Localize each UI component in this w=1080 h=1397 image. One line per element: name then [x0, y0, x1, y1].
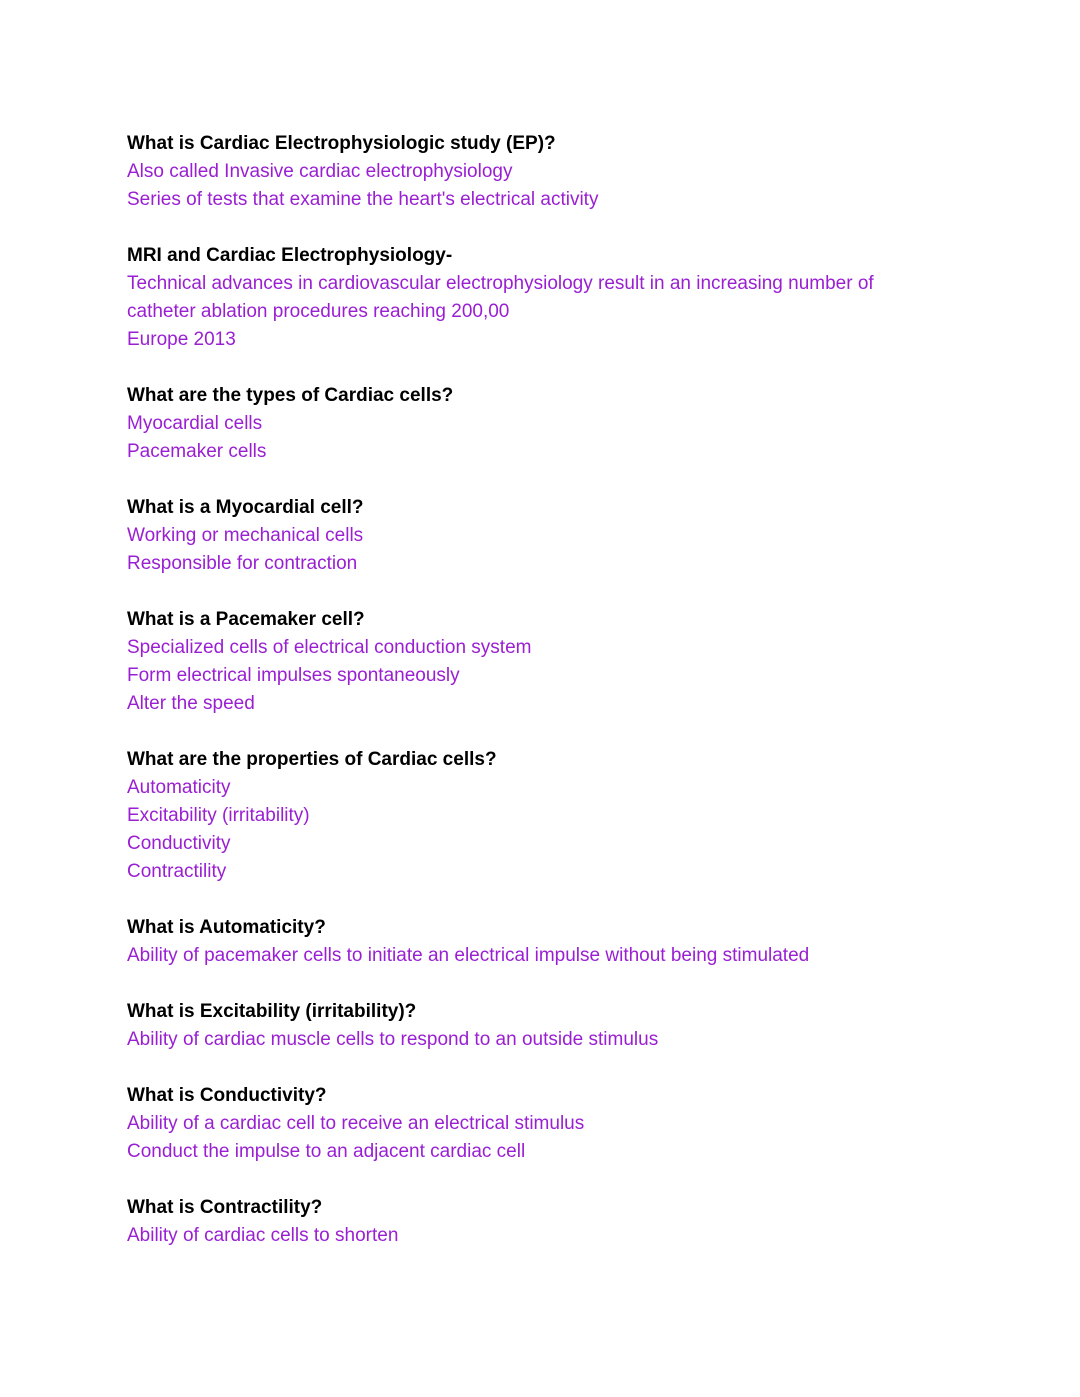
- answer-line: Responsible for contraction: [127, 553, 358, 574]
- qa-block: [127, 606, 940, 718]
- answer-line: Pacemaker cells: [127, 441, 267, 462]
- answer-line: Myocardial cells: [127, 413, 263, 434]
- answer-line: Europe 2013: [127, 329, 236, 350]
- qa-block: [127, 382, 940, 466]
- answer-line: Working or mechanical cells: [127, 525, 364, 546]
- question-text: MRI and Cardiac Electrophysiology-: [127, 245, 453, 266]
- qa-block: [127, 242, 940, 354]
- question-text: What is Contractility?: [127, 1197, 323, 1218]
- answer-line: Automaticity: [127, 777, 231, 798]
- answer-line: Ability of pacemaker cells to initiate an electrical impulse without being stimulated: [127, 945, 810, 966]
- qa-block: [127, 130, 940, 214]
- answer-line: Ability of cardiac muscle cells to respond to an outside stimulus: [127, 1029, 659, 1050]
- qa-block: [127, 1194, 940, 1250]
- qa-block: [127, 746, 940, 886]
- answer-line: Conduct the impulse to an adjacent cardiac cell: [127, 1141, 526, 1162]
- question-text: What is a Myocardial cell?: [127, 497, 364, 518]
- question-text: What is Cardiac Electrophysiologic study (EP)?: [127, 133, 556, 154]
- qa-block: [127, 1082, 940, 1166]
- qa-block: [127, 998, 940, 1054]
- qa-block: [127, 494, 940, 578]
- answer-line: Ability of a cardiac cell to receive an electrical stimulus: [127, 1113, 585, 1134]
- answer-line: Contractility: [127, 861, 227, 882]
- answer-line: Specialized cells of electrical conduction system: [127, 637, 532, 658]
- answer-line: Excitability (irritability): [127, 805, 310, 826]
- answer-line: Series of tests that examine the heart's electrical activity: [127, 189, 599, 210]
- answer-line: Conductivity: [127, 833, 231, 854]
- answer-line: Ability of cardiac cells to shorten: [127, 1225, 399, 1246]
- question-text: What is Automaticity?: [127, 917, 326, 938]
- question-text: What is Conductivity?: [127, 1085, 327, 1106]
- question-text: What are the types of Cardiac cells?: [127, 385, 454, 406]
- question-text: What is a Pacemaker cell?: [127, 609, 365, 630]
- answer-line: Technical advances in cardiovascular electrophysiology result in an increasing number of catheter ablation procedures reaching 200,00: [127, 273, 874, 322]
- answer-line: Alter the speed: [127, 693, 255, 714]
- qa-block: [127, 914, 940, 970]
- answer-line: Also called Invasive cardiac electrophysiology: [127, 161, 513, 182]
- question-text: What is Excitability (irritability)?: [127, 1001, 417, 1022]
- question-text: What are the properties of Cardiac cells?: [127, 749, 497, 770]
- answer-line: Form electrical impulses spontaneously: [127, 665, 460, 686]
